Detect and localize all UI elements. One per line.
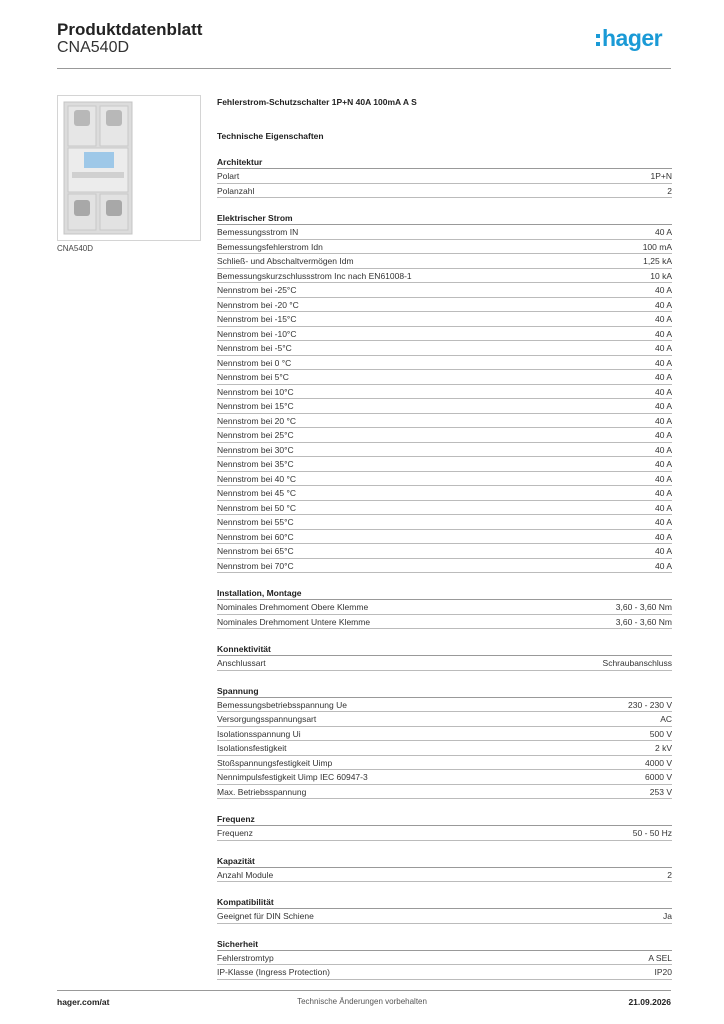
spec-label: Nennstrom bei 45 °C [217,488,296,498]
logo-dots-icon [596,34,600,46]
spec-section [217,156,672,198]
spec-value: 2 kV [654,743,672,753]
spec-label: Nennstrom bei 70°C [217,560,294,571]
spec-value: 253 V [649,786,672,797]
spec-value: AC [660,714,672,724]
spec-row [217,225,672,240]
spec-label: Bemessungsbetriebsspannung Ue [217,699,347,710]
spec-value: 40 A [654,430,672,440]
spec-label: IP-Klasse (Ingress Protection) [217,967,330,977]
spec-label: Nennstrom bei 40 °C [217,473,296,484]
spec-row [217,240,672,255]
spec-value: 40 A [654,531,672,542]
product-title: Fehlerstrom-Schutzschalter 1P+N 40A 100mA A S [217,97,417,107]
spec-row [217,712,672,727]
spec-label: Frequenz [217,828,253,838]
spec-value: 10 kA [650,270,672,281]
spec-row [217,443,672,458]
spec-value: 40 A [654,444,672,455]
spec-section-title: Elektrischer Strom [217,212,672,225]
spec-value: Schraubanschluss [602,658,672,668]
spec-label: Nennstrom bei 10°C [217,386,294,397]
spec-row [217,785,672,800]
spec-value: 50 - 50 Hz [632,828,672,838]
spec-value: 40 A [654,299,672,310]
spec-value: 2 [667,185,672,196]
product-image [57,95,201,241]
spec-value: 40 A [654,227,672,237]
spec-label: Nominales Drehmoment Untere Klemme [217,616,371,627]
spec-row [217,826,672,841]
spec-label: Nennstrom bei 65°C [217,546,294,556]
spec-row [217,501,672,516]
spec-row [217,269,672,284]
spec-content [217,96,672,980]
spec-value: IP20 [654,967,672,977]
spec-label: Isolationsspannung Ui [217,728,301,739]
spec-row [217,615,672,630]
spec-label: Nennstrom bei 5°C [217,372,289,382]
spec-value: 1P+N [650,171,672,181]
spec-row [217,559,672,574]
spec-value: 40 A [654,372,672,382]
logo-text: hager [602,25,663,51]
spec-label: Anzahl Module [217,869,274,880]
spec-value: 100 mA [642,241,672,252]
spec-row [217,600,672,615]
spec-section [217,685,672,800]
hager-logo [596,27,662,50]
spec-value: 6000 V [645,772,672,782]
spec-row [217,515,672,530]
section-heading: Technische Eigenschaften [217,131,324,141]
spec-section-title: Kompatibilität [217,896,672,909]
spec-section [217,855,672,883]
spec-section-title: Installation, Montage [217,587,672,600]
spec-row [217,184,672,199]
spec-label: Nennstrom bei 30°C [217,444,294,455]
spec-value: 40 A [654,488,672,498]
spec-label: Nennstrom bei 25°C [217,430,294,440]
spec-value: 40 A [654,386,672,397]
spec-label: Bemessungsstrom IN [217,227,299,237]
spec-label: Nennstrom bei 60°C [217,531,294,542]
spec-row [217,544,672,559]
spec-label: Nennstrom bei 35°C [217,459,294,469]
spec-label: Fehlerstromtyp [217,952,274,963]
spec-value: 40 A [654,314,672,324]
spec-value: 2 [667,869,672,880]
image-caption: CNA540D [57,244,94,253]
spec-row [217,530,672,545]
spec-section [217,212,672,573]
spec-section [217,938,672,980]
spec-label: Polanzahl [217,185,255,196]
spec-section [217,643,672,671]
footer-website: hager.com/at [57,997,110,1007]
spec-section-title: Spannung [217,685,672,698]
spec-row [217,741,672,756]
spec-value: 500 V [649,728,672,739]
spec-row [217,283,672,298]
spec-label: Bemessungskurzschlussstrom Inc nach EN61008-1 [217,270,412,281]
footer-date: 21.09.2026 [628,997,671,1007]
spec-label: Max. Betriebsspannung [217,786,307,797]
spec-label: Nennstrom bei 50 °C [217,502,296,513]
spec-row [217,169,672,184]
spec-label: Isolationsfestigkeit [217,743,287,753]
spec-value: 40 A [654,502,672,513]
spec-row [217,727,672,742]
spec-row [217,312,672,327]
spec-section-title: Kapazität [217,855,672,868]
spec-row [217,385,672,400]
spec-value: 40 A [654,285,672,295]
spec-row [217,698,672,713]
spec-value: 4000 V [645,757,672,768]
spec-row [217,370,672,385]
spec-label: Anschlussart [217,658,266,668]
spec-label: Nennstrom bei -5°C [217,343,292,353]
spec-section-title: Konnektivität [217,643,672,656]
spec-value: 40 A [654,415,672,426]
spec-row [217,399,672,414]
spec-value: A SEL [648,952,672,963]
spec-row [217,457,672,472]
spec-label: Stoßspannungsfestigkeit Uimp [217,757,333,768]
spec-value: 40 A [654,401,672,411]
spec-row [217,756,672,771]
spec-section [217,587,672,629]
spec-section [217,813,672,841]
header-divider [57,68,671,69]
spec-section [217,896,672,924]
spec-label: Nennstrom bei 15°C [217,401,294,411]
spec-label: Geeignet für DIN Schiene [217,911,314,921]
spec-value: 40 A [654,546,672,556]
spec-row [217,298,672,313]
spec-row [217,868,672,883]
spec-value: 40 A [654,517,672,527]
spec-value: 3,60 - 3,60 Nm [615,616,672,627]
spec-row [217,770,672,785]
spec-section-title: Architektur [217,156,672,169]
spec-label: Nennstrom bei -15°C [217,314,297,324]
spec-label: Nennstrom bei -10°C [217,328,297,339]
spec-label: Nennimpulsfestigkeit Uimp IEC 60947-3 [217,772,368,782]
spec-row [217,965,672,980]
spec-row [217,254,672,269]
spec-value: 40 A [654,459,672,469]
footer-disclaimer: Technische Änderungen vorbehalten [297,997,427,1006]
spec-row [217,341,672,356]
spec-label: Nennstrom bei 20 °C [217,415,296,426]
spec-label: Nominales Drehmoment Obere Klemme [217,602,369,612]
spec-value: 40 A [654,357,672,368]
spec-row [217,414,672,429]
spec-value: 40 A [654,560,672,571]
spec-row [217,486,672,501]
spec-value: 3,60 - 3,60 Nm [615,602,672,612]
spec-label: Schließ- und Abschaltvermögen Idm [217,256,354,266]
spec-value: 230 - 230 V [628,699,672,710]
spec-label: Nennstrom bei -20 °C [217,299,299,310]
spec-row [217,951,672,966]
spec-label: Bemessungsfehlerstrom Idn [217,241,323,252]
spec-value: 40 A [654,343,672,353]
spec-value: 1,25 kA [643,256,672,266]
spec-label: Nennstrom bei -25°C [217,285,297,295]
footer-divider [57,990,671,991]
spec-row [217,909,672,924]
spec-label: Versorgungsspannungsart [217,714,317,724]
rcd-device-illustration [58,96,200,240]
spec-row [217,327,672,342]
spec-value: Ja [663,911,672,921]
spec-section-title: Sicherheit [217,938,672,951]
spec-row [217,428,672,443]
spec-sections [217,156,672,980]
spec-row [217,656,672,671]
spec-value: 40 A [654,473,672,484]
page-title: Produktdatenblatt [57,20,203,39]
spec-row [217,472,672,487]
spec-value: 40 A [654,328,672,339]
spec-label: Polart [217,171,240,181]
spec-label: Nennstrom bei 55°C [217,517,294,527]
product-code: CNA540D [57,39,130,56]
spec-section-title: Frequenz [217,813,672,826]
spec-row [217,356,672,371]
spec-label: Nennstrom bei 0 °C [217,357,292,368]
